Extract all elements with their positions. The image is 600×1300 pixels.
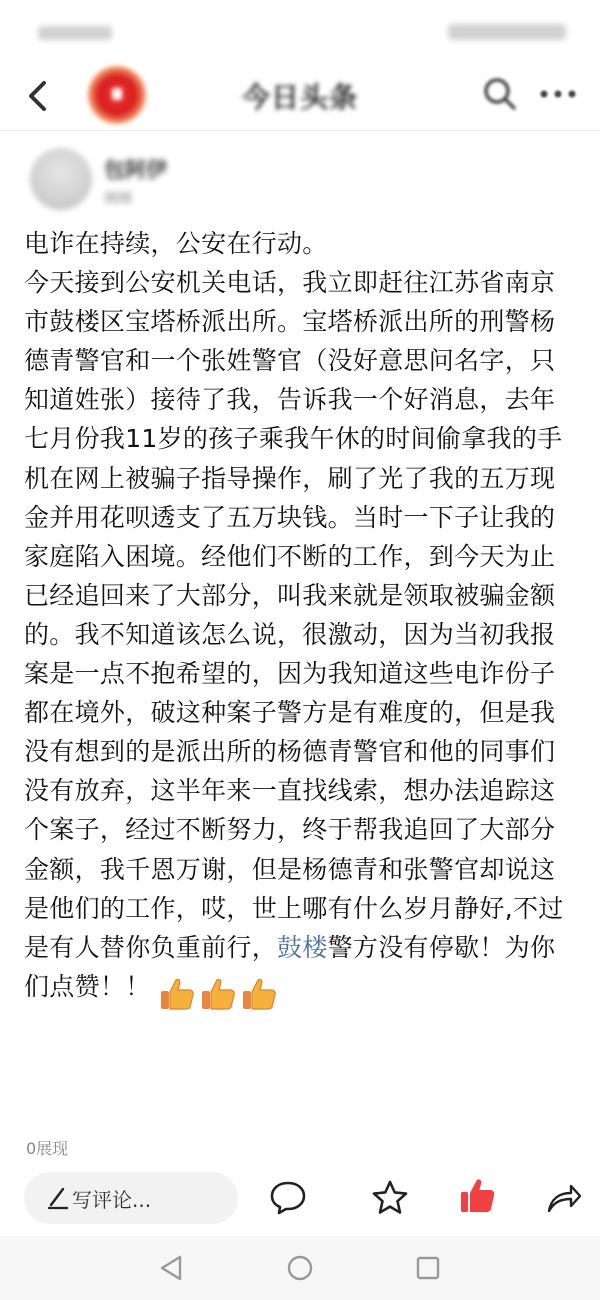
more-svg xyxy=(536,78,580,110)
status-signal-indicators xyxy=(38,26,112,40)
thumbs-up-emoji-icon xyxy=(200,977,236,1011)
comment-input[interactable] xyxy=(24,1172,238,1224)
thumbs-up-icon[interactable] xyxy=(458,1176,498,1216)
recent-square-icon[interactable] xyxy=(412,1252,444,1284)
pencil-icon xyxy=(46,1185,70,1211)
avatar[interactable] xyxy=(30,148,92,210)
star-icon[interactable] xyxy=(370,1178,410,1218)
home-circle-icon[interactable] xyxy=(284,1252,316,1284)
nav-title: 今日头条 xyxy=(241,81,358,114)
thumbs-up-emoji-icon xyxy=(241,977,277,1011)
status-bar xyxy=(0,0,600,62)
comment-bubble-icon[interactable] xyxy=(268,1178,308,1218)
comment-placeholder: 写评论... xyxy=(72,1188,152,1212)
system-nav-bar xyxy=(0,1236,600,1300)
article-body xyxy=(24,224,576,1012)
bottom-action-bar xyxy=(0,1160,600,1236)
nav-divider xyxy=(0,130,600,131)
thumbs-up-emoji-icon xyxy=(159,977,195,1011)
view-count: 0展现 xyxy=(26,1139,69,1158)
author-meta: 刚刚 xyxy=(104,191,132,207)
article-text-tail: 警方没有停歇！为你们点赞！！ xyxy=(24,932,556,1001)
more-horizontal-icon[interactable] xyxy=(536,78,580,110)
location-link[interactable]: 鼓楼 xyxy=(277,932,328,962)
author-name[interactable]: 包阿伊 xyxy=(104,158,167,182)
author-header xyxy=(0,140,600,220)
thumbs-up-emoji-group xyxy=(159,973,282,1012)
search-svg xyxy=(480,74,520,114)
article-text-main: 电诈在持续，公安在行动。 今天接到公安机关电话，我立即赶往江苏省南京市鼓楼区宝塔桥派出所。宝塔桥派出所的刑警杨德青警官和一个张姓警官（没好意思问名字，只知道姓张）接待了我，告诉我一个好消息，去年七月份我11岁的孩子乘我午休的时间偷拿我的手机在网上被骗子指导操作，刷了光了我的五万现金并用花呗透支了五万块钱。当时一下子让我的家庭陷入困境。经他们不断的工作，到今天为止已经追回来了大部分，叫我来就是领取被骗金额的。我不知道该怎么说，很激动，因为当初我报案是一点不抱希望的，因为我知道这些电诈份子都在境外，破这种案子警方是有难度的，但是我没有想到的是派出所的杨德青警官和他的同事们没有放弃，这半年来一直找线索，想办法追踪这个案子，经过不断努力，终于帮我追回了大部分金额，我千恩万谢，但是杨德青和张警官却说这是他们的工作，哎，世上哪有什么岁月静好,不过是有人替你负重前行， xyxy=(24,229,564,962)
status-battery-time xyxy=(448,24,566,40)
top-nav xyxy=(0,62,600,130)
back-triangle-icon[interactable] xyxy=(156,1252,188,1284)
search-icon[interactable] xyxy=(480,74,520,114)
share-arrow-icon[interactable] xyxy=(544,1178,584,1218)
